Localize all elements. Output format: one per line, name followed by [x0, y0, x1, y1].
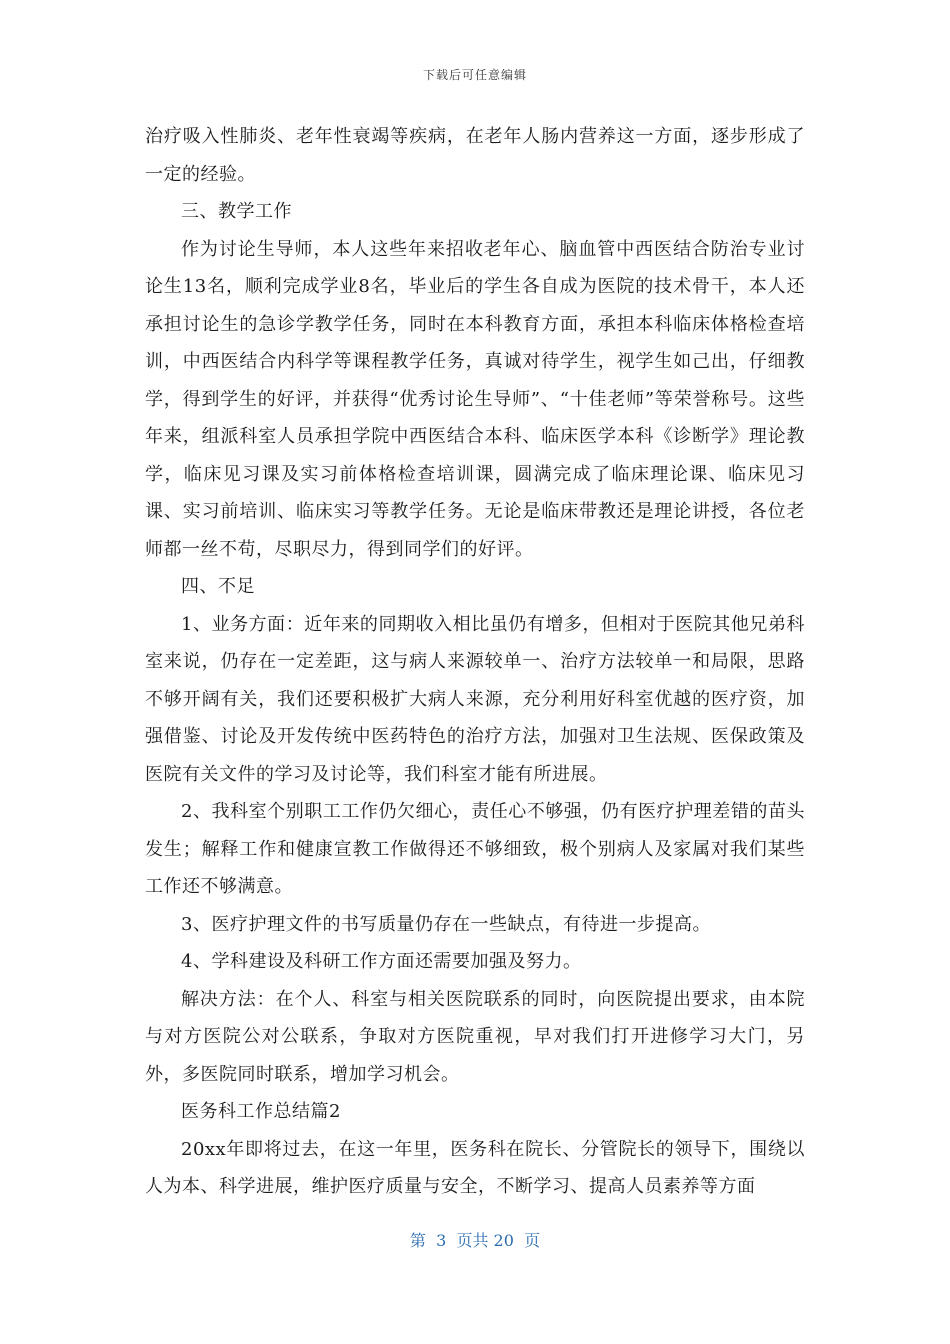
paragraph-teaching: 作为讨论生导师，本人这些年来招收老年心、脑血管中西医结合防治专业讨论生13名，顺利完成学业8名，毕业后的学生各自成为医院的技术骨干，本人还承担讨论生的急诊学教学任务，同时在本科教育方面，承担本科临床体格检查培训，中西医结合内科学等课程教学任务，真诚对待学生，视学生如己出，仔细教学，得到学生的好评，并获得“优秀讨论生导师”、“十佳老师”等荣誉称号。这些年来，组派科室人员承担学院中西医结合本科、临床医学本科《诊断学》理论教学，临床见习课及实习前体格检查培训课，圆满完成了临床理论课、临床见习课、实习前培训、临床实习等教学任务。无论是临床带教还是理论讲授，各位老师都一丝不苟，尽职尽力，得到同学们的好评。 — [145, 238, 805, 560]
page-number-footer: 第 3 页共 20 页 — [409, 1231, 541, 1250]
page-header-note: 下载后可任意编辑 — [422, 68, 527, 82]
paragraph-shortcoming-2: 2、我科室个别职工工作仍欠细心，责任心不够强，仍有医疗护理差错的苗头发生；解释工作和健康宣教工作做得还不够细致，极个别病人及家属对我们某些工作还不够满意。 — [145, 801, 805, 897]
paragraph-solution: 解决方法：在个人、科室与相关医院联系的同时，向医院提出要求，由本院与对方医院公对公联系，争取对方医院重视，早对我们打开进修学习大门，另外，多医院同时联系，增加学习机会。 — [145, 988, 805, 1085]
section-heading-summary-2: 医务科工作总结篇2 — [181, 1101, 341, 1122]
paragraph-shortcoming-4: 4、学科建设及科研工作方面还需要加强及努力。 — [181, 951, 582, 972]
section-heading-shortcomings: 四、不足 — [181, 576, 255, 597]
paragraph-1: 治疗吸入性肺炎、老年性衰竭等疾病，在老年人肠内营养这一方面，逐步形成了一定的经验。 — [145, 126, 805, 185]
section-heading-teaching: 三、教学工作 — [181, 201, 292, 222]
paragraph-shortcoming-1: 1、业务方面：近年来的同期收入相比虽仍有增多，但相对于医院其他兄弟科室来说，仍存在一定差距，这与病人来源较单一、治疗方法较单一和局限，思路不够开阔有关，我们还要积极扩大病人来源，充分利用好科室优越的医疗资，加强借鉴、讨论及开发传统中医药特色的治疗方法，加强对卫生法规、医保政策及医院有关文件的学习及讨论等，我们科室才能有所进展。 — [145, 613, 805, 785]
paragraph-shortcoming-3: 3、医疗护理文件的书写质量仍存在一些缺点，有待进一步提高。 — [181, 913, 711, 935]
paragraph-summary-intro: 20xx年即将过去，在这一年里，医务科在院长、分管院长的领导下，围绕以人为本、科学进展，维护医疗质量与安全，不断学习、提高人员素养等方面 — [145, 1138, 805, 1197]
document-body — [145, 118, 805, 1206]
